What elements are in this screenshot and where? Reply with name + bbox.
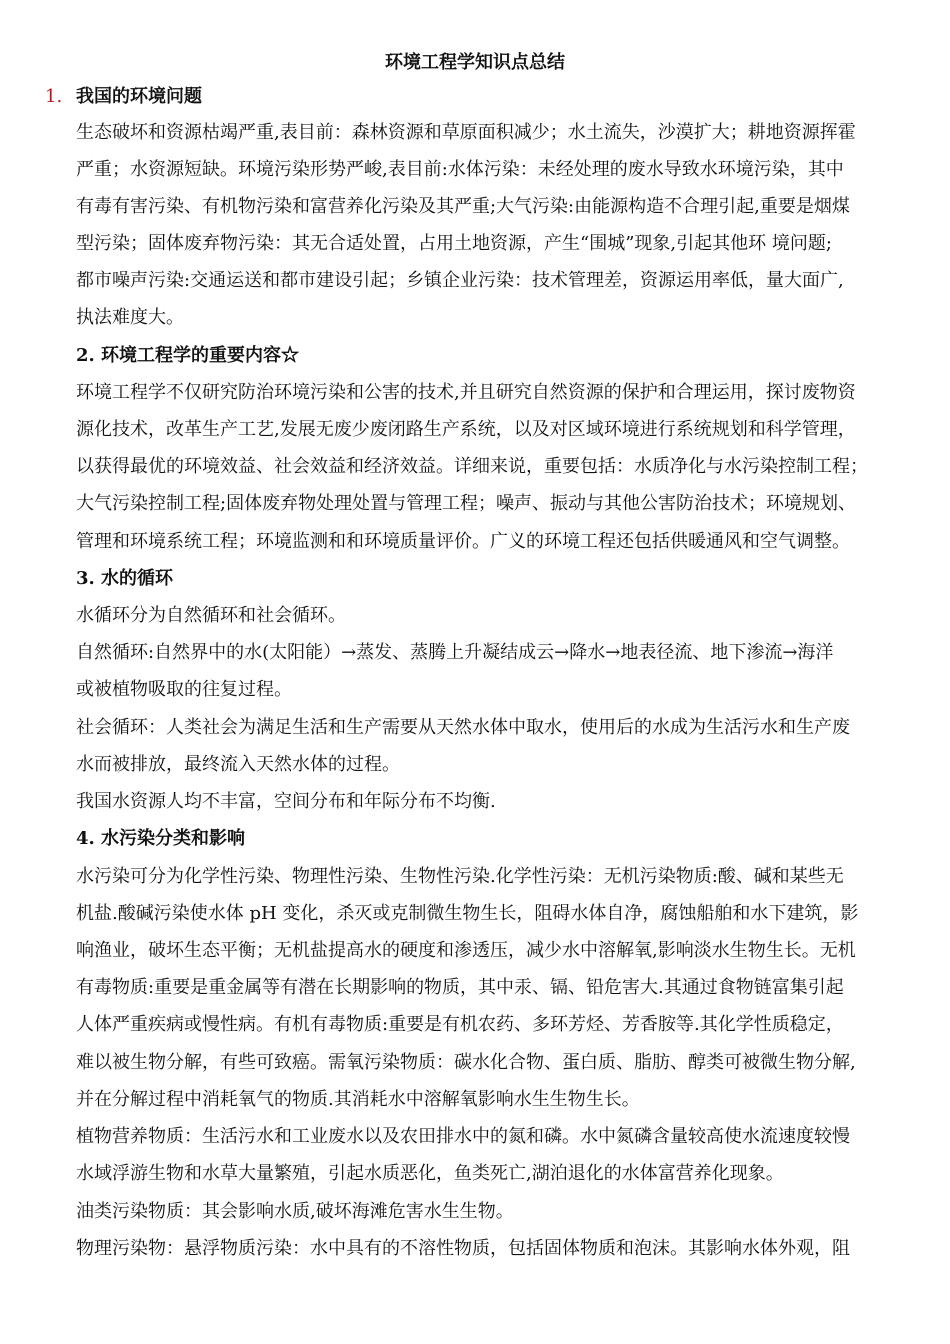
section-1-heading-text: 我国的环境问题 — [76, 86, 202, 107]
paragraph-line: 有毒有害污染、有机物污染和富营养化污染及其严重;大气污染:由能源构造不合理引起,重要是烟煤 — [76, 196, 850, 217]
paragraph-line: 响渔业，破坏生态平衡；无机盐提高水的硬度和渗透压，减少水中溶解氧,影响淡水生物生长。无机 — [76, 940, 856, 961]
paragraph-line: 人体严重疾病或慢性病。有机有毒物质:重要是有机农药、多环芳烃、芳香胺等.其化学性质稳定， — [76, 1014, 844, 1035]
section-1-number: 1. — [45, 86, 63, 107]
paragraph-line: 水而被排放，最终流入天然水体的过程。 — [76, 754, 400, 775]
paragraph-line: 社会循环：人类社会为满足生活和生产需要从天然水体中取水，使用后的水成为生活污水和生产废 — [76, 717, 850, 738]
paragraph-line: 型污染；固体废弃物污染：其无合适处置，占用土地资源，产生“围城”现象,引起其他环 境问题; — [76, 233, 832, 254]
paragraph-line: 机盐.酸碱污染使水体 pH 变化，杀灭或克制微生物生长，阻碍水体自净，腐蚀船舶和水下建筑，影 — [76, 903, 859, 924]
paragraph-line: 大气污染控制工程;固体废弃物处理处置与管理工程；噪声、振动与其他公害防治技术；环境规划、 — [76, 493, 857, 514]
section-3-heading: 3. 水的循环 — [76, 568, 174, 589]
paragraph-line: 油类污染物质：其会影响水质,破坏海滩危害水生生物。 — [76, 1201, 514, 1222]
section-1-heading — [45, 84, 202, 110]
paragraph-line: 自然循环:自然界中的水(太阳能）→蒸发、蒸腾上升凝结成云→降水→地表径流、地下渗流→海洋 — [76, 642, 834, 663]
paragraph-line: 或被植物吸取的往复过程。 — [76, 679, 292, 700]
section-4-heading: 4. 水污染分类和影响 — [76, 828, 246, 849]
paragraph-line: 并在分解过程中消耗氧气的物质.其消耗水中溶解氧影响水生生物生长。 — [76, 1089, 640, 1110]
paragraph-line: 有毒物质:重要是重金属等有潜在长期影响的物质，其中汞、镉、铅危害大.其通过食物链富集引起 — [76, 977, 844, 998]
paragraph-line: 植物营养物质：生活污水和工业废水以及农田排水中的氮和磷。水中氮磷含量较高使水流速度较慢 — [76, 1126, 850, 1147]
paragraph-line: 水污染可分为化学性污染、物理性污染、生物性污染.化学性污染：无机污染物质:酸、碱和某些无 — [76, 866, 844, 887]
document-title: 环境工程学知识点总结 — [385, 52, 565, 73]
paragraph-line: 水域浮游生物和水草大量繁殖，引起水质恶化，鱼类死亡,湖泊退化的水体富营养化现象。 — [76, 1163, 784, 1184]
paragraph-line: 水循环分为自然循环和社会循环。 — [76, 605, 346, 626]
paragraph-line: 以获得最优的环境效益、社会效益和经济效益。详细来说，重要包括：水质净化与水污染控制工程； — [76, 456, 868, 477]
paragraph-line: 严重；水资源短缺。环境污染形势严峻,表目前:水体污染：未经处理的废水导致水环境污染，其中 — [76, 159, 844, 180]
section-2-heading: 2. 环境工程学的重要内容☆ — [76, 345, 300, 366]
paragraph-line: 源化技术，改革生产工艺,发展无废少废闭路生产系统，以及对区域环境进行系统规划和科学管理， — [76, 419, 856, 440]
paragraph-line: 管理和环境系统工程；环境监测和和环境质量评价。广义的环境工程还包括供暖通风和空气调整。 — [76, 531, 850, 552]
paragraph-line: 执法难度大。 — [76, 307, 184, 328]
paragraph-line: 都市噪声污染:交通运送和都市建设引起；乡镇企业污染：技术管理差，资源运用率低，量大面广, — [76, 270, 844, 291]
paragraph-line: 我国水资源人均不丰富，空间分布和年际分布不均衡. — [76, 791, 496, 812]
paragraph-line: 环境工程学不仅研究防治环境污染和公害的技术,并且研究自然资源的保护和合理运用，探讨废物资 — [76, 382, 856, 403]
paragraph-line: 生态破坏和资源枯竭严重,表目前：森林资源和草原面积减少；水土流失，沙漠扩大；耕地资源挥霍 — [76, 122, 856, 143]
paragraph-line: 物理污染物：悬浮物质污染：水中具有的不溶性物质，包括固体物质和泡沫。其影响水体外观，阻 — [76, 1238, 850, 1259]
paragraph-line: 难以被生物分解，有些可致癌。需氧污染物质：碳水化合物、蛋白质、脂肪、醇类可被微生物分解, — [76, 1052, 856, 1073]
